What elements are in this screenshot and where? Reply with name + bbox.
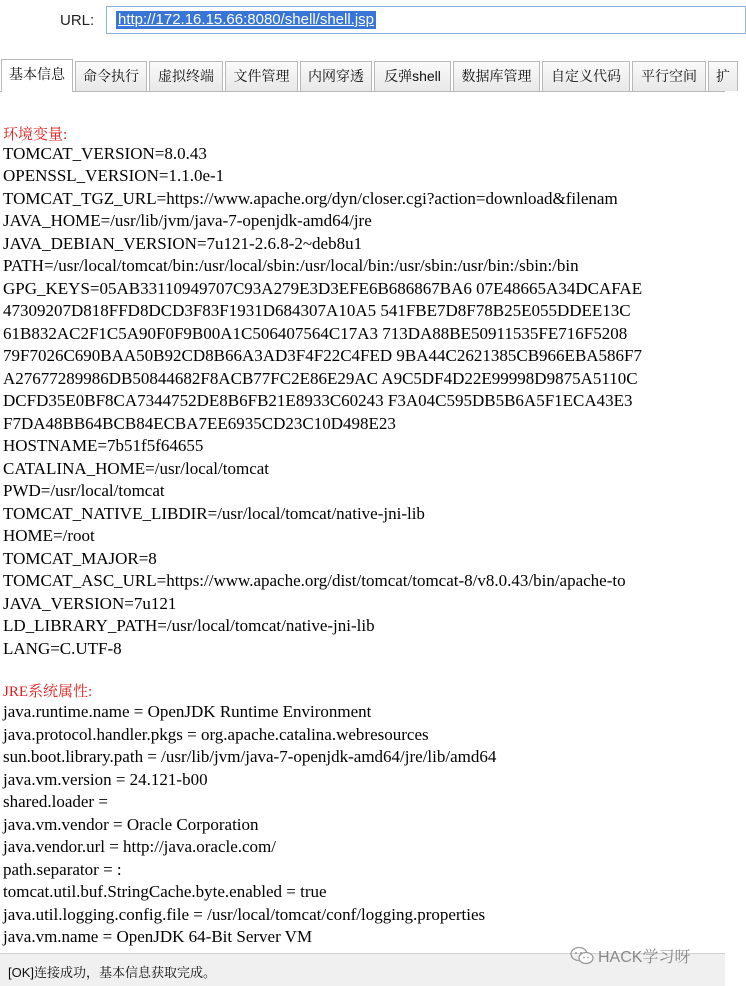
- env-line: 79F7026C690BAA50B92CD8B66A3AD3F4F22C4FED 9BA44C2621385CB966EBA586F7: [3, 346, 643, 365]
- env-line: A27677289986DB50844682F8ACB77FC2E86E29AC A9C5DF4D22E99998D9875A5110C: [3, 369, 638, 388]
- jre-line: tomcat.util.buf.StringCache.byte.enabled = true: [3, 882, 327, 901]
- env-line: CATALINA_HOME=/usr/local/tomcat: [3, 459, 270, 478]
- jre-line: shared.loader =: [3, 792, 108, 811]
- env-line: 61B832AC2F1C5A90F0F9B00A1C506407564C17A3 713DA88BE50911535FE716F5208: [3, 324, 628, 343]
- url-bar: [0, 0, 725, 48]
- jre-line: java.runtime.name = OpenJDK Runtime Environment: [3, 702, 372, 721]
- tab-reverse-shell[interactable]: 反弹shell: [374, 61, 451, 91]
- tab-file-manager[interactable]: 文件管理: [225, 61, 298, 91]
- env-line: JAVA_DEBIAN_VERSION=7u121-2.6.8-2~deb8u1: [3, 234, 363, 253]
- env-line: GPG_KEYS=05AB33110949707C93A279E3D3EFE6B686867BA6 07E48665A34DCAFAE: [3, 279, 643, 298]
- url-value: http://172.16.15.66:8080/shell/shell.jsp: [118, 11, 375, 28]
- wechat-icon: [570, 946, 594, 966]
- tab-intranet-tunnel[interactable]: 内网穿透: [300, 61, 372, 91]
- env-line: JAVA_VERSION=7u121: [3, 594, 177, 613]
- jre-heading: JRE系统属性:: [3, 684, 93, 700]
- tab-bar: [0, 58, 730, 92]
- env-line: TOMCAT_MAJOR=8: [3, 549, 157, 568]
- tab-extension[interactable]: 扩: [708, 61, 738, 91]
- env-line: PWD=/usr/local/tomcat: [3, 481, 165, 500]
- info-panel: [0, 92, 725, 950]
- env-line: HOSTNAME=7b51f5f64655: [3, 436, 204, 455]
- jre-line: path.separator = :: [3, 860, 122, 879]
- watermark-text: HACK学习呀: [598, 949, 691, 966]
- url-label: URL:: [60, 12, 95, 29]
- env-line: OPENSSL_VERSION=1.1.0e-1: [3, 166, 225, 185]
- jre-line: java.protocol.handler.pkgs = org.apache.catalina.webresources: [3, 725, 429, 744]
- jre-line: java.vm.vendor = Oracle Corporation: [3, 815, 259, 834]
- jre-line: java.vendor.url = http://java.oracle.com/: [3, 837, 276, 856]
- tab-virtual-terminal[interactable]: 虚拟终端: [149, 61, 223, 91]
- env-line: LD_LIBRARY_PATH=/usr/local/tomcat/native-jni-lib: [3, 616, 375, 635]
- env-heading: 环境变量:: [3, 127, 68, 143]
- status-text: [OK]连接成功，基本信息获取完成。: [8, 965, 217, 980]
- env-line: LANG=C.UTF-8: [3, 639, 122, 658]
- env-line: 47309207D818FFD8DCD3F83F1931D684307A10A5 541FBE7D8F78B25E055DDEE13C: [3, 301, 631, 320]
- env-line: TOMCAT_TGZ_URL=https://www.apache.org/dyn/closer.cgi?action=download&filenam: [3, 189, 618, 208]
- env-line: PATH=/usr/local/tomcat/bin:/usr/local/sbin:/usr/local/bin:/usr/sbin:/usr/bin:/sbin:/bin: [3, 256, 579, 275]
- tab-command-exec[interactable]: 命令执行: [75, 61, 147, 91]
- env-line: DCFD35E0BF8CA7344752DE8B6FB21E8933C60243 F3A04C595DB5B6A5F1ECA43E3: [3, 391, 633, 410]
- jre-line: sun.boot.library.path = /usr/lib/jvm/java-7-openjdk-amd64/jre/lib/amd64: [3, 747, 497, 766]
- jre-line: java.vm.name = OpenJDK 64-Bit Server VM: [3, 927, 313, 946]
- env-line: F7DA48BB64BCB84ECBA7EE6935CD23C10D498E23: [3, 414, 396, 433]
- url-input[interactable]: [106, 6, 746, 34]
- env-line: TOMCAT_ASC_URL=https://www.apache.org/dist/tomcat/tomcat-8/v8.0.43/bin/apache-to: [3, 571, 626, 590]
- tab-basic-info[interactable]: 基本信息: [1, 59, 73, 92]
- jre-line: java.util.logging.config.file = /usr/local/tomcat/conf/logging.properties: [3, 905, 486, 924]
- tab-parallel-space[interactable]: 平行空间: [632, 61, 706, 91]
- jre-line: java.vm.version = 24.121-b00: [3, 770, 208, 789]
- env-line: JAVA_HOME=/usr/lib/jvm/java-7-openjdk-amd64/jre: [3, 211, 372, 230]
- env-line: TOMCAT_NATIVE_LIBDIR=/usr/local/tomcat/native-jni-lib: [3, 504, 425, 523]
- tab-custom-code[interactable]: 自定义代码: [542, 61, 630, 91]
- tab-database-manager[interactable]: 数据库管理: [453, 61, 540, 91]
- env-line: TOMCAT_VERSION=8.0.43: [3, 144, 207, 163]
- env-line: HOME=/root: [3, 526, 95, 545]
